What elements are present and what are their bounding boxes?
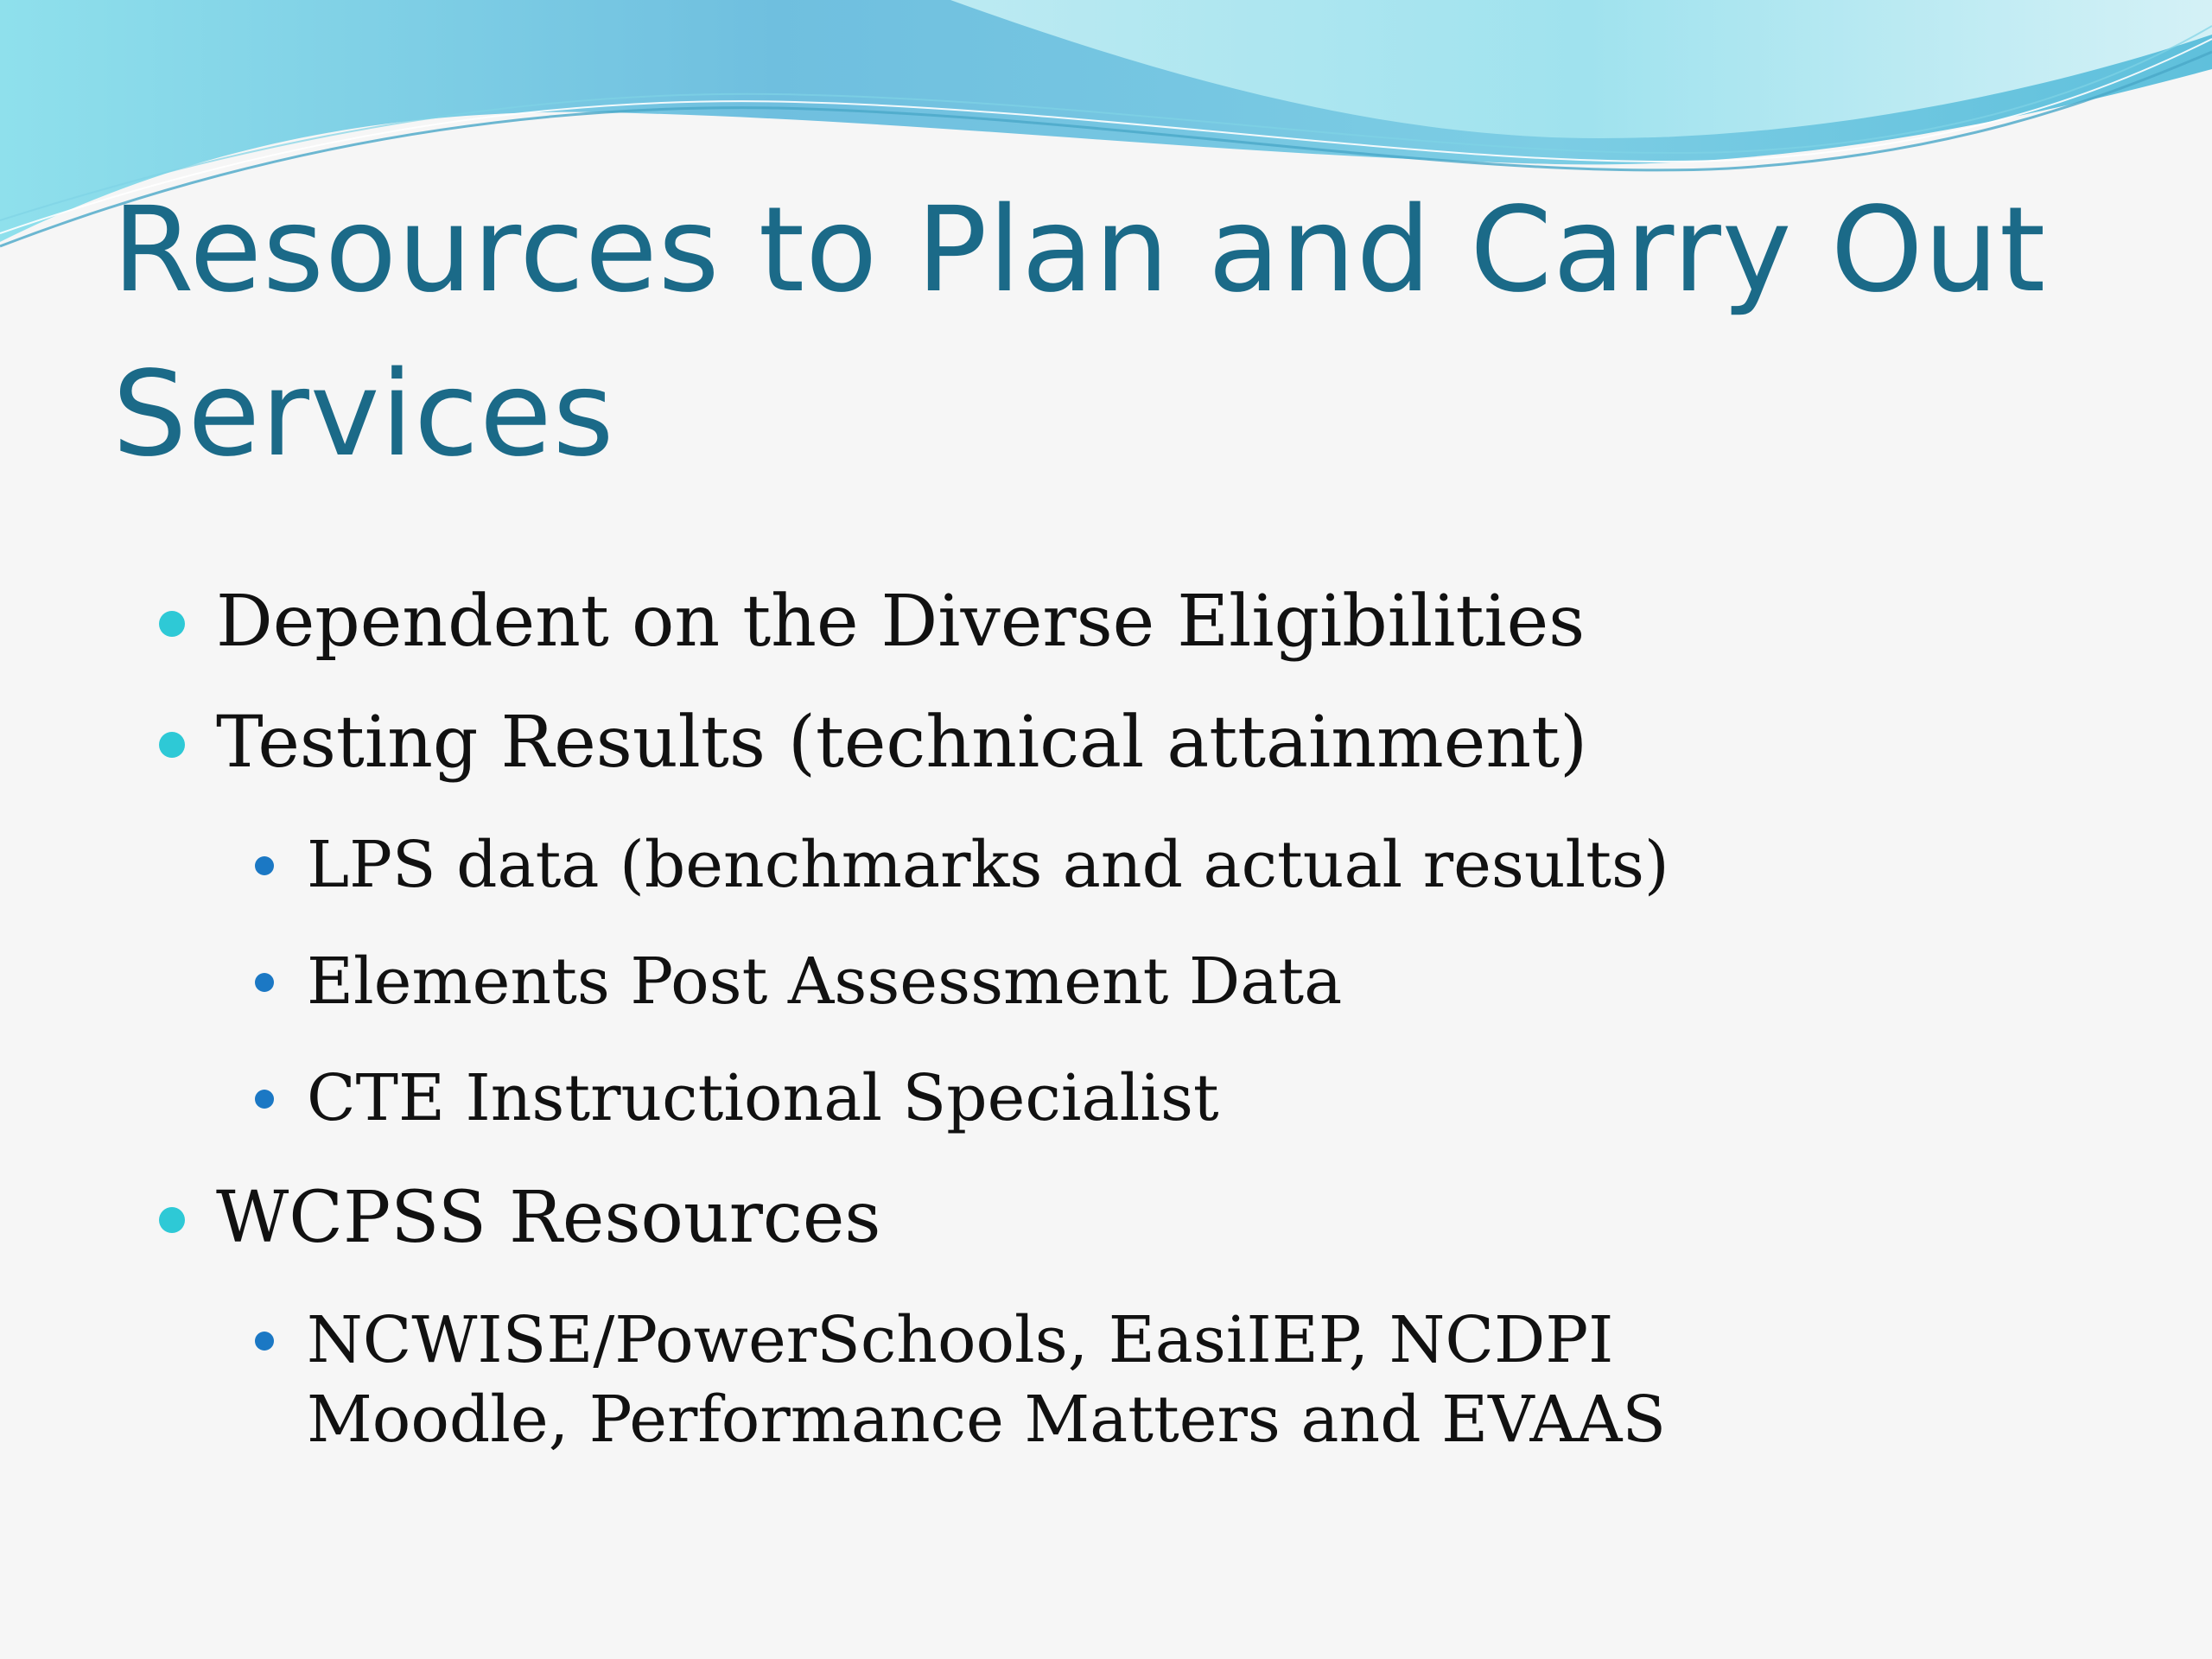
bullet-text: WCPSS Resources: [216, 1177, 881, 1259]
sub-bullet-text-line1: NCWISE/PowerSchools, EasiIEP, NCDPI: [307, 1303, 1614, 1377]
sub-bullet-dot-icon: [255, 1090, 274, 1109]
bullet-item: [216, 1175, 880, 1262]
bullet-item: [216, 579, 1585, 665]
sub-bullet-item: [307, 942, 1342, 1021]
bullet-text: Dependent on the Diverse Eligibilities: [216, 581, 1586, 663]
bullet-dot-icon: [159, 1207, 185, 1233]
sub-bullet-item: [307, 825, 1669, 905]
sub-bullet-dot-icon: [255, 1332, 274, 1351]
sub-bullet-text: CTE Instructional Specialist: [307, 1061, 1219, 1135]
sub-bullet-dot-icon: [255, 856, 274, 875]
sub-bullet-item: [307, 1300, 1666, 1459]
sub-bullet-text: LPS data (benchmarks and actual results): [307, 828, 1669, 902]
bullet-text: Testing Results (technical attainment): [216, 702, 1588, 784]
sub-bullet-item: [307, 1058, 1219, 1138]
bullet-item: [216, 700, 1587, 786]
sub-bullet-text: Elements Post Assessment Data: [307, 944, 1343, 1019]
bullet-dot-icon: [159, 732, 185, 758]
bullet-dot-icon: [159, 611, 185, 637]
sub-bullet-text-line2: Moodle, Performance Matters and EVAAS: [307, 1382, 1667, 1457]
sub-bullet-dot-icon: [255, 973, 274, 992]
slide-title: Resources to Plan and Carry Out Services: [112, 182, 2047, 483]
